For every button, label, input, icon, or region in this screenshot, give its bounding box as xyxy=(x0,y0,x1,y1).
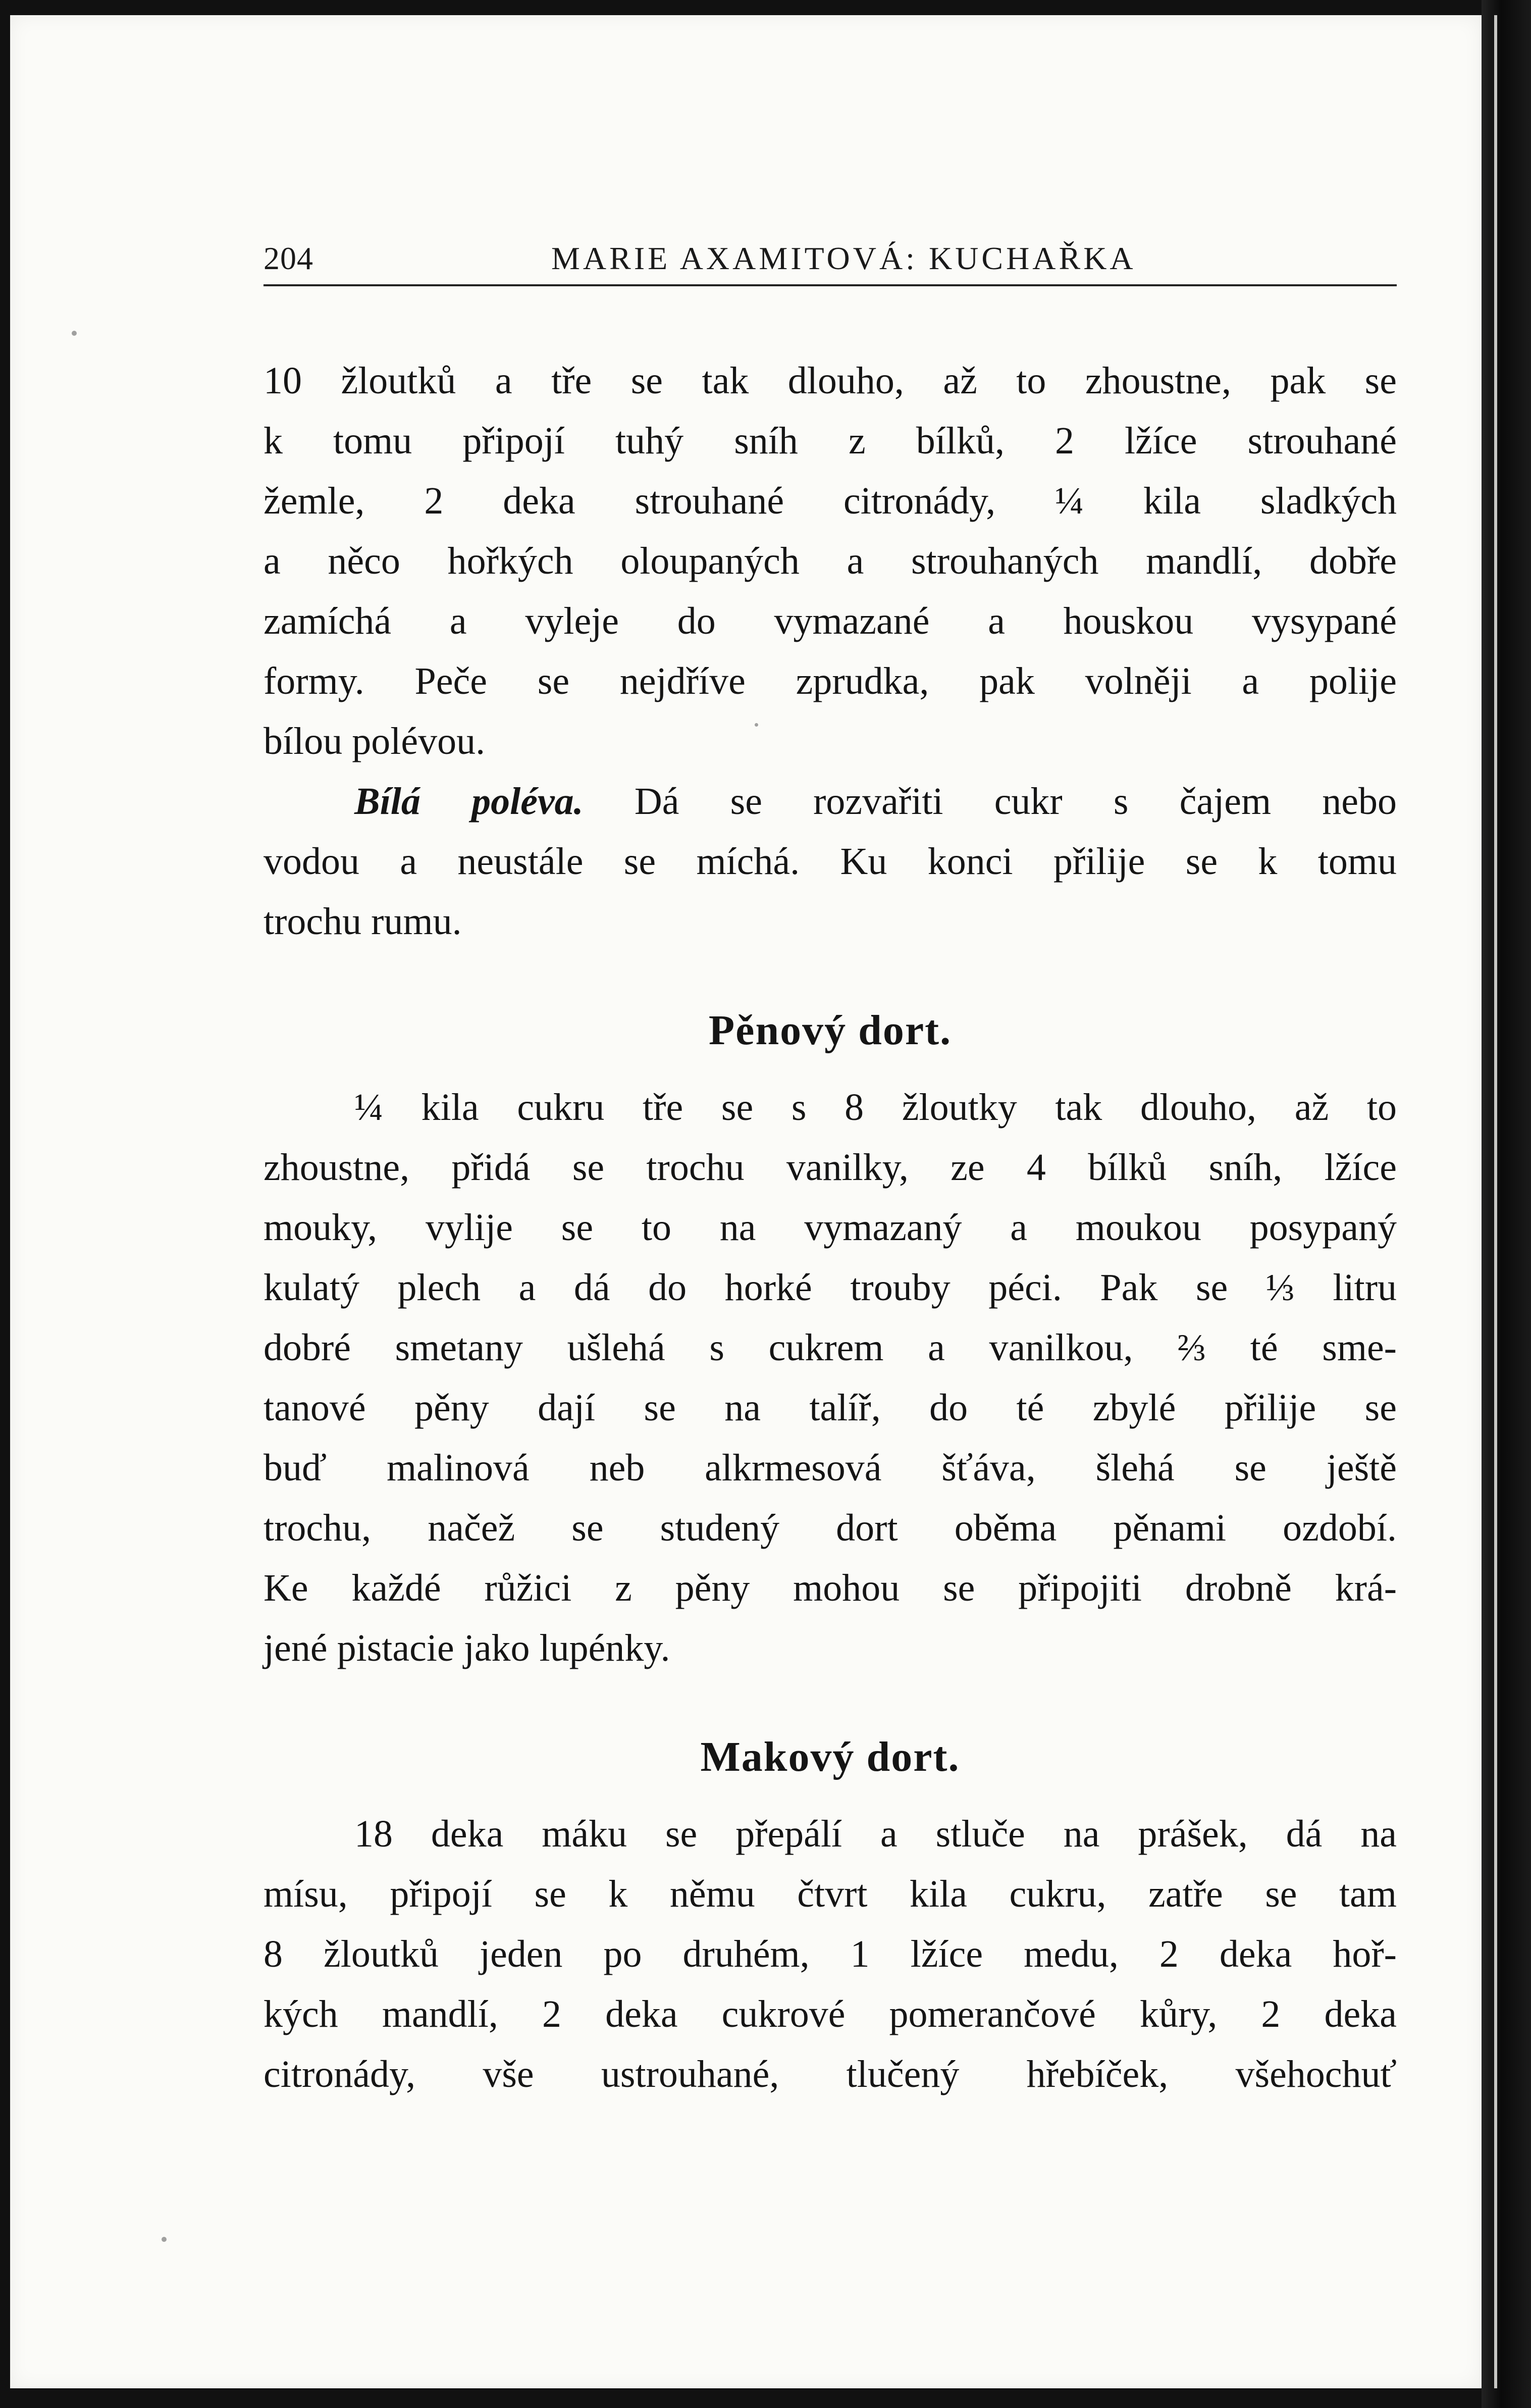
paper-speck xyxy=(72,331,77,336)
text-line: jené pistacie jako lupénky. xyxy=(263,1627,670,1669)
text-run: Dá se rozvařiti cukr s čajem nebo xyxy=(634,780,1397,823)
text-line: mouky, vylije se to na vymazaný a moukou posypaný xyxy=(263,1206,1397,1249)
text-line: ¼ kila cukru tře se s 8 žloutky tak dlouho, až to xyxy=(354,1086,1397,1129)
text-line: buď malinová neb alkrmesová šťáva, šlehá se ještě xyxy=(263,1447,1397,1489)
text-line: trochu, načež se studený dort oběma pěnami ozdobí. xyxy=(263,1507,1397,1549)
text-line xyxy=(263,772,1397,832)
text-line: trochu rumu. xyxy=(263,900,462,943)
recipe-heading: Pěnový dort. xyxy=(708,1007,952,1054)
page-header xyxy=(263,235,1397,280)
text-line: kých mandlí, 2 deka cukrové pomerančové kůry, 2 deka xyxy=(263,1993,1397,2035)
page-number: 204 xyxy=(263,240,313,276)
text-line: kulatý plech a dá do horké trouby péci. Pak se ⅓ litru xyxy=(263,1266,1397,1309)
text-line: 18 deka máku se přepálí a stluče na prášek, dá na xyxy=(354,1813,1397,1855)
paragraph-continuation xyxy=(263,351,1397,772)
text-line: žemle, 2 deka strouhané citronády, ¼ kila sladkých xyxy=(263,480,1397,522)
text-line: vodou a neustále se míchá. Ku konci přilije se k tomu xyxy=(263,840,1397,883)
text-line: formy. Peče se nejdříve zprudka, pak volněji a polije xyxy=(263,660,1397,702)
header-rule xyxy=(263,284,1397,286)
recipe-heading: Makový dort. xyxy=(700,1733,960,1780)
page-edge-shadow xyxy=(1482,0,1531,2408)
text-line: zhoustne, přidá se trochu vanilky, ze 4 bílků sníh, lžíce xyxy=(263,1146,1397,1189)
text-line: mísu, připojí se k němu čtvrt kila cukru, zatře se tam xyxy=(263,1873,1397,1915)
page-edge-line xyxy=(1494,15,1497,2388)
text-line: dobré smetany ušlehá s cukrem a vanilkou, ⅔ té sme- xyxy=(263,1326,1397,1369)
running-title: MARIE AXAMITOVÁ: KUCHAŘKA xyxy=(551,240,1136,276)
text-line: 8 žloutků jeden po druhém, 1 lžíce medu, 2 deka hoř- xyxy=(263,1933,1397,1975)
paragraph-white-icing xyxy=(263,772,1397,952)
text-line: bílou polévou. xyxy=(263,720,486,762)
paragraph-poppy-cake xyxy=(263,1804,1397,2105)
text-line: 10 žloutků a tře se tak dlouho, až to zhoustne, pak se xyxy=(263,360,1397,402)
paragraph-foam-cake xyxy=(263,1078,1397,1678)
page-body xyxy=(263,351,1397,2105)
text-line: citronády, vše ustrouhané, tlučený hřebíček, všehochuť xyxy=(263,2053,1397,2095)
text-line: k tomu připojí tuhý sníh z bílků, 2 lžíce strouhané xyxy=(263,420,1397,462)
text-line: Ke každé růžici z pěny mohou se připojiti drobně krá- xyxy=(263,1567,1397,1609)
text-line: tanové pěny dají se na talíř, do té zbylé přilije se xyxy=(263,1387,1397,1429)
text-line: zamíchá a vyleje do vymazané a houskou vysypané xyxy=(263,600,1397,642)
paper-speck xyxy=(162,2237,167,2242)
run-in-subtitle: Bílá poléva. xyxy=(354,780,584,823)
text-line: a něco hořkých oloupaných a strouhaných mandlí, dobře xyxy=(263,540,1397,582)
